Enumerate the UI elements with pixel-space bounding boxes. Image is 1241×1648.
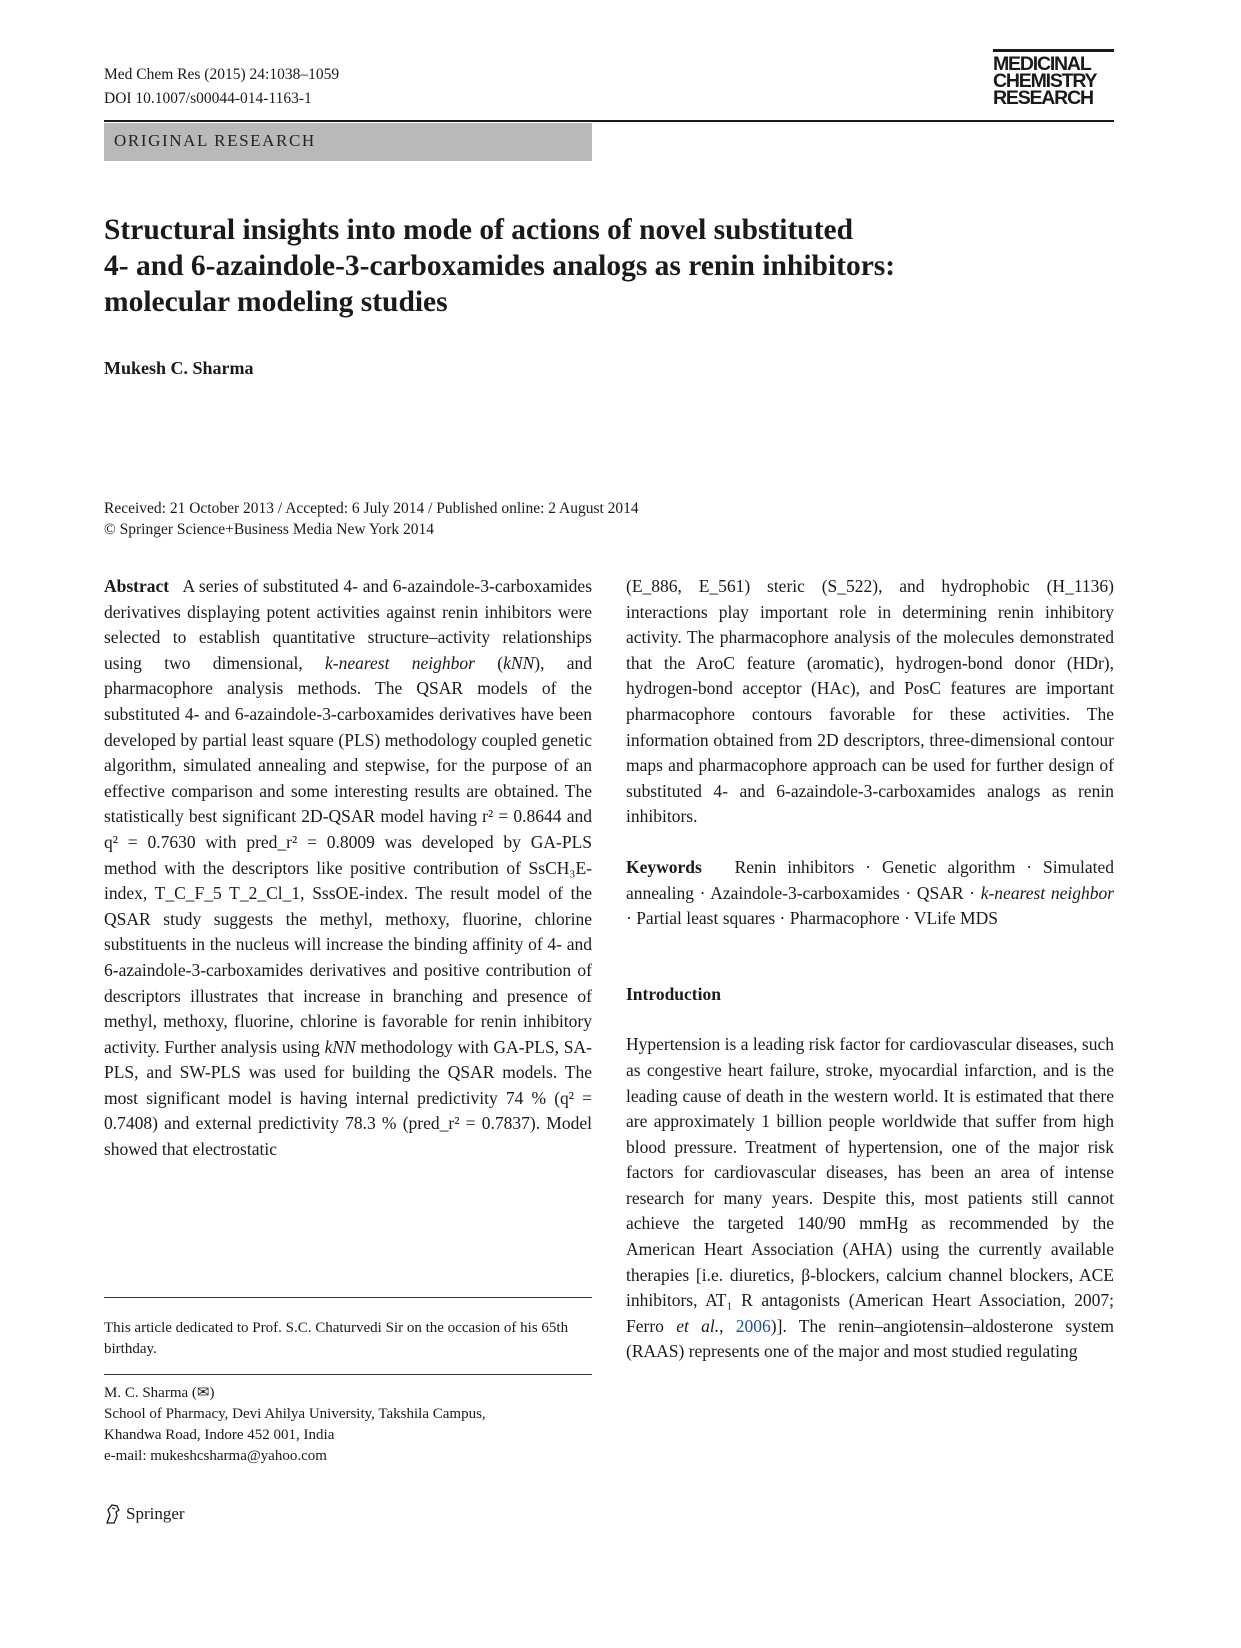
title-line: molecular modeling studies (104, 286, 448, 318)
footnote-rule (104, 1297, 592, 1298)
abstract-text: ), and pharmacophore analysis methods. The QSAR models of the substituted 4- and 6-azaindole-3-carboxamides derivatives have been developed by partial least square (PLS) methodology coupled genetic algorithm, simulated annealing and stepwise, for the purpose of an effective comparison and some interesting results are obtained. The statistically best significant 2D-QSAR model having r² = 0.8644 and q² = 0.7630 with pred_r² = 0.8009 was developed by GA-PLS method with the descriptors like positive contribution of SsCH₃E-index, T_C_F_5 T_2_Cl_1, SssOE-index. The result model of the QSAR study suggests the methyl, methoxy, fluorine, chlorine substituents in the nucleus will increase the binding affinity of 4- and 6-azaindole-3-carboxamides derivatives and positive contribution of descriptors illustrates that increase in branching and presence of methyl, methoxy, fluorine, chlorine is favorable for renin inhibitory activity. Further analysis using (104, 652, 593, 1057)
abstract-column (104, 574, 592, 1163)
journal-logo (993, 49, 1114, 107)
logo-line: RESEARCH (993, 87, 1093, 109)
keywords-label: Keywords (626, 856, 702, 877)
article-title (104, 212, 1114, 320)
abstract-continued: (E_886, E_561) steric (S_522), and hydrophobic (H_1136) interactions play important role in determining renin inhibitory activity. The pharmacophore analysis of the molecules demonstrated that the AroC feature (aromatic), hydrogen-bond donor (HDr), hydrogen-bond acceptor (HAc), and PosC features are important pharmacophore contours favorable for these activities. The information obtained from 2D descriptors, three-dimensional contour maps and pharmacophore approach can be used for further design of substituted 4- and 6-azaindole-3-carboxamides analogs as renin inhibitors. (626, 576, 1114, 827)
knn-abbrev: kNN (503, 652, 535, 673)
author-email[interactable]: e-mail: mukeshcsharma@yahoo.com (104, 1448, 327, 1464)
title-line: Structural insights into mode of actions of novel substituted (104, 214, 854, 246)
author-affiliation (104, 1383, 592, 1467)
dedication-note: This article dedicated to Prof. S.C. Chaturvedi Sir on the occasion of his 65th birthday. (104, 1320, 569, 1357)
intro-comma: , (719, 1315, 724, 1336)
copyright-line: © Springer Science+Business Media New York 2014 (104, 521, 435, 538)
right-column (626, 574, 1114, 1365)
keywords-text: · Partial least squares · Pharmacophore · VLife MDS (626, 908, 998, 929)
publication-dates (104, 498, 639, 540)
abstract-text: A series of substituted 4- and 6-azaindole-3-carboxamides derivatives displaying potent activities against renin inhibitors were selected to establish quantitative structure–activity relationships using two dimensional, (104, 576, 592, 673)
title-line: 4- and 6-azaindole-3-carboxamides analogs as renin inhibitors: (104, 250, 896, 282)
affiliation-line: Khandwa Road, Indore 452 001, India (104, 1427, 335, 1443)
springer-horse-icon (104, 1503, 122, 1525)
affiliation-line: School of Pharmacy, Devi Ahilya University, Takshila Campus, (104, 1406, 486, 1422)
logo-rule (993, 49, 1114, 52)
keyword-knn: k-nearest neighbor (980, 882, 1115, 903)
knn-abbrev: kNN (324, 1036, 356, 1057)
intro-etal: et al. (676, 1315, 720, 1336)
corresponding-author: M. C. Sharma (✉) (104, 1385, 215, 1401)
abstract-label: Abstract (104, 576, 170, 596)
section-label: ORIGINAL RESEARCH (114, 131, 316, 150)
intro-text: )]. The renin–angiotensin–aldosterone system (RAAS) represents one of the major and most studied regulating (626, 1315, 1115, 1362)
journal-reference (104, 63, 339, 111)
knn-term: k-nearest neighbor (325, 652, 475, 673)
abstract-text: methodology with GA-PLS, SA-PLS, and SW-PLS was used for building the QSAR models. The most significant model is having internal predictivity 74 % (q² = 0.7408) and external predictivity 78.3 % (pred_r² = 0.7837). Model showed that electrostatic (104, 1036, 593, 1160)
dates-line: Received: 21 October 2013 / Accepted: 6 July 2014 / Published online: 2 August 2014 (104, 500, 639, 517)
header-rule (104, 120, 1114, 122)
intro-text: Hypertension is a leading risk factor for cardiovascular diseases, such as congestive heart failure, stroke, myocardial infarction, and is the leading cause of death in the western world. It is estimated that there are approximately 1 billion people worldwide that suffer from high blood pressure. Treatment of hypertension, one of the major risk factors for cardiovascular diseases, has been an area of intense research for many years. Despite this, most patients still cannot achieve the targeted 140/90 mmHg as recommended by the American Heart Association (AHA) using the currently available therapies [i.e. diuretics, β-blockers, calcium channel blockers, ACE inhibitors, AT₁ R antagonists (American Heart Association, 2007; Ferro (626, 1034, 1114, 1336)
doi: DOI 10.1007/s00044-014-1163-1 (104, 90, 312, 107)
logo-line: CHEMISTRY (993, 70, 1097, 92)
footnote-rule (104, 1374, 592, 1375)
publisher-name: Springer (126, 1504, 185, 1523)
abstract-text: ( (497, 652, 504, 673)
abstract-paragraph (104, 574, 592, 1163)
publisher-mark (104, 1503, 185, 1525)
keywords-text: Renin inhibitors · Genetic algorithm · Simulated annealing · Azaindole-3-carboxamides · QSAR · (626, 856, 1114, 903)
introduction-heading: Introduction (626, 983, 721, 1004)
citation-link[interactable]: 2006 (735, 1315, 771, 1336)
logo-line: MEDICINAL (993, 53, 1091, 75)
introduction-paragraph (626, 1032, 1114, 1365)
author-name: Mukesh C. Sharma (104, 358, 254, 378)
journal-citation: Med Chem Res (2015) 24:1038–1059 (104, 66, 340, 83)
keywords (626, 855, 1114, 932)
